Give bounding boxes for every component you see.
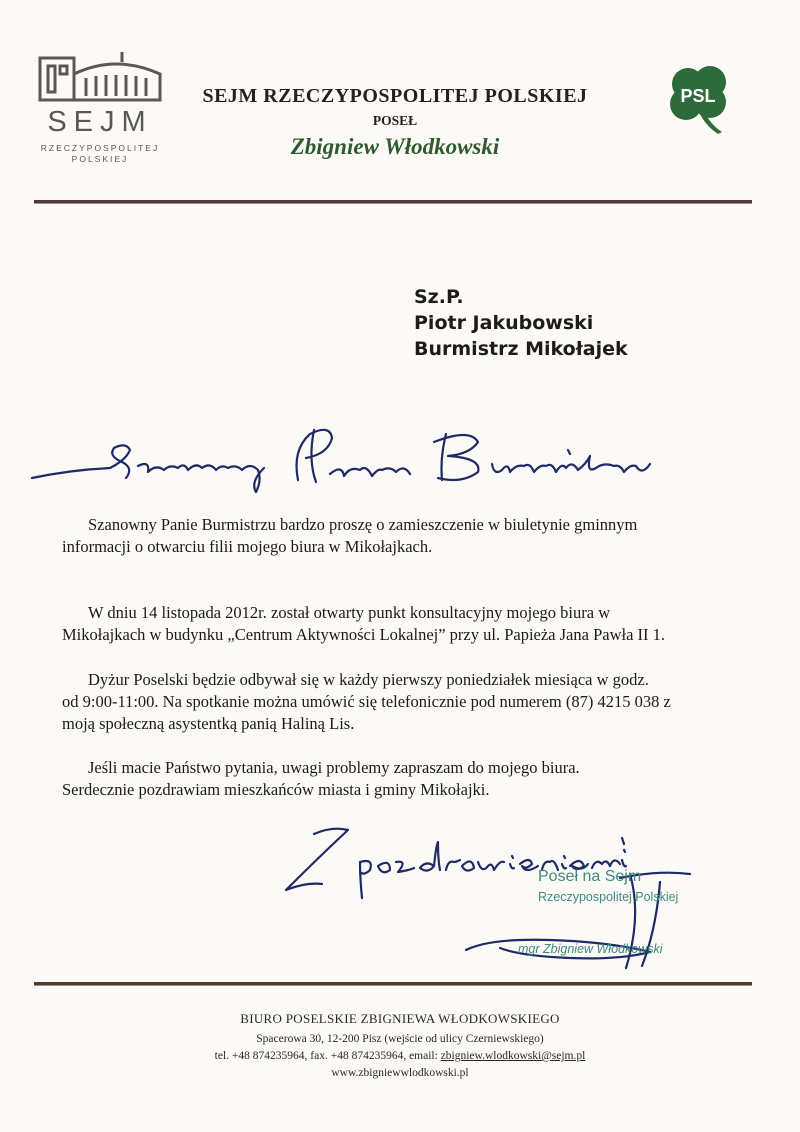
p4-line2: Serdecznie pozdrawiam mieszkańców miasta i gminy Mikołajki. <box>62 780 490 799</box>
paragraph-3 <box>62 669 762 735</box>
p3-line2: od 9:00-11:00. Na spotkanie można umówić się telefonicznie pod numerem (87) 4215 038 z <box>62 692 671 711</box>
sejm-logo <box>30 48 170 163</box>
paragraph-4 <box>62 757 762 801</box>
p3-line3: moją społeczną asystentką panią Haliną Lis. <box>62 714 355 733</box>
p2-line1: W dniu 14 listopada 2012r. został otwarty punkt konsultacyjny mojego biura w <box>88 603 611 622</box>
handwritten-greeting <box>30 420 660 500</box>
office-footer <box>130 1010 670 1082</box>
paragraph-1 <box>62 514 762 558</box>
sender-name: Zbigniew Włodkowski <box>290 134 500 159</box>
institution-title: SEJM RZECZYPOSPOLITEJ POLSKIEJ <box>202 85 588 107</box>
recipient-name: Piotr Jakubowski <box>414 312 594 334</box>
sejm-logo-subtitle <box>30 143 170 165</box>
stamp-line3: mgr Zbigniew Włodkowski <box>518 942 663 956</box>
sejm-logo-sub-2: POLSKIEJ <box>71 154 129 164</box>
clover-icon <box>664 64 736 136</box>
p1-line2: informacji o otwarciu filii mojego biura w Mikołajkach. <box>62 537 433 556</box>
p1-line1: Szanowny Panie Burmistrzu bardzo proszę o zamieszczenie w biuletynie gminnym <box>88 515 638 534</box>
recipient-address <box>414 284 628 362</box>
sejm-building-icon <box>36 48 164 104</box>
recipient-salutation: Sz.P. <box>414 286 464 308</box>
footer-website[interactable]: www.zbigniewwlodkowski.pl <box>331 1067 469 1079</box>
header-divider <box>34 200 752 204</box>
footer-email-link[interactable]: zbigniew.wlodkowski@sejm.pl <box>440 1050 586 1062</box>
p4-line1: Jeśli macie Państwo pytania, uwagi problemy zapraszam do mojego biura. <box>88 758 580 777</box>
footer-title: BIURO POSELSKIE ZBIGNIEWA WŁODKOWSKIEGO <box>240 1011 560 1026</box>
p2-line2: Mikołajkach w budynku „Centrum Aktywności Lokalnej” przy ul. Papieża Jana Pawła II 1. <box>62 625 666 644</box>
footer-divider <box>34 982 752 986</box>
recipient-title: Burmistrz Mikołajek <box>414 338 628 360</box>
role-title: POSEŁ <box>372 113 418 128</box>
psl-logo-text: PSL <box>680 86 716 106</box>
p3-line1: Dyżur Poselski będzie odbywał się w każdy pierwszy poniedziałek miesiąca w godz. <box>88 670 649 689</box>
stamp-line1: Poseł na Sejm <box>538 868 642 885</box>
psl-clover-logo <box>664 64 736 136</box>
paragraph-2 <box>62 602 762 646</box>
footer-address: Spacerowa 30, 12-200 Pisz (wejście od ulicy Czerniewskiego) <box>256 1033 544 1045</box>
footer-contact <box>130 1048 670 1065</box>
stamp-line2: Rzeczypospolitej Polskiej <box>538 890 679 904</box>
sejm-logo-sub-1: RZECZYPOSPOLITEJ <box>40 143 160 153</box>
sejm-logo-word: SEJM <box>47 106 153 138</box>
footer-contact-prefix: tel. +48 874235964, fax. +48 874235964, email: <box>214 1050 438 1062</box>
